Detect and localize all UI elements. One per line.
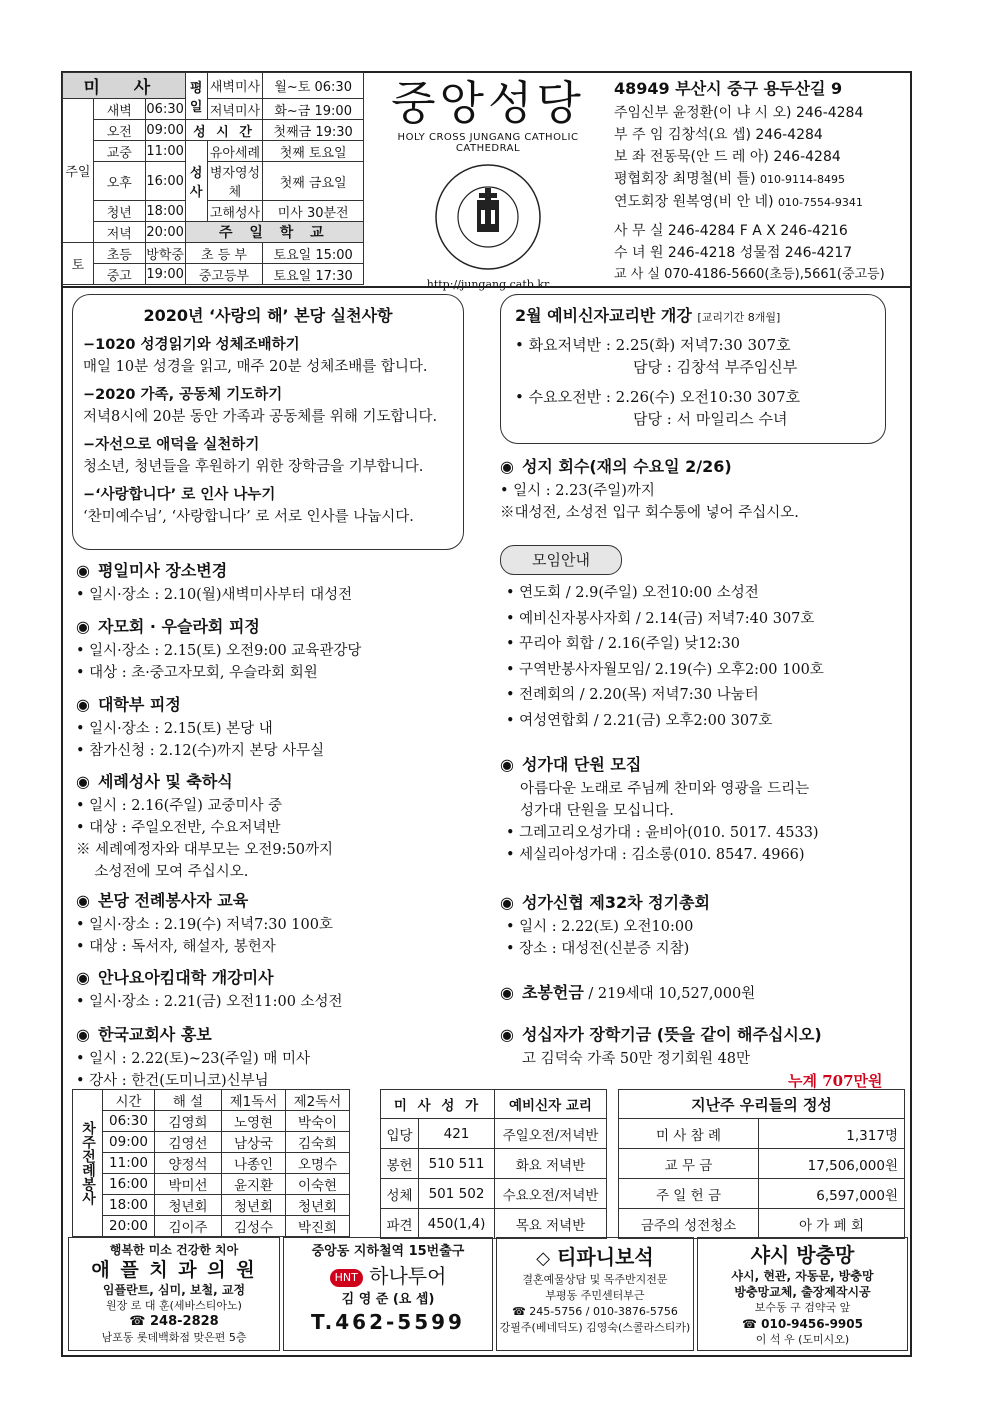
notice-line: • 일시·장소 : 2.15(토) 본당 내 [76,721,273,737]
practice-body: 매일 10분 성경을 읽고, 매주 20분 성체조배를 합니다. [83,359,428,375]
sunday-label: 주일 [63,99,94,243]
notice-line: • 참가신청 : 2.12(수)까지 본당 사무실 [76,743,325,759]
notice-section [76,558,486,606]
table-row: 18:00 청년회 청년회 청년회 [73,1195,350,1216]
table-row: 20:00 김이주 김성수 박진희 [73,1216,350,1237]
practice-head: −‘사랑합니다’ 로 인사 나누기 [83,487,276,503]
notice-line: • 일시 : 2.16(주일) 교중미사 중 [76,798,283,814]
table-row: 06:30 김영희 노영현 박숙이 [73,1111,350,1132]
church-url[interactable]: http://jungang.catb.kr [426,278,550,291]
diamond-icon: ◇ [536,1248,551,1269]
meeting-tab: 모임안내 [500,545,622,575]
practice-head: −1020 성경읽기와 성체조배하기 [83,337,300,353]
notice-line: • 대상 : 주일오전반, 수요저녁반 [76,820,281,836]
staff-row: 평협회장 최명철(비 틀) 010-9114-8495 [614,171,845,187]
school-dept-time: 토요일 15:00 [263,243,364,264]
column-header: 제2독서 [286,1090,350,1111]
notice-line: • 일시 : 2.22(토)~23(주일) 매 미사 [76,1051,311,1067]
staff-row: 주임신부 윤정환(이 냐 시 오) 246-4284 [614,105,864,121]
sacrament-label: 성 사 [185,141,207,222]
saturday-mass-name: 중고 [93,264,145,285]
notice-section [76,965,486,1013]
meeting-item: • 예비신자봉사자회 / 2.14(금) 저녁7:40 307호 [506,610,815,627]
saturday-label: 토 [63,243,94,285]
church-title: 중앙성당 [391,76,585,130]
assembly-section [500,890,900,960]
saturday-mass-time: 방학중 [145,243,185,264]
table-row: 봉헌 510 511 화요 저녁반 [381,1149,607,1179]
church-address: 48949 부산시 중구 용두산길 9 [614,79,843,98]
church-header [372,76,604,291]
sunday-mass-name: 오전 [93,120,145,141]
practice-body: 저녁8시에 20분 동안 가족과 공동체를 위해 기도합니다. [83,409,438,425]
sacrament-name: 유아세례 [207,141,263,162]
offering-table [618,1089,905,1239]
notice-title: ◉ 본당 전례봉사자 교육 [76,888,486,911]
sunday-mass-name: 교중 [93,141,145,162]
meeting-item: • 전례회의 / 2.20(목) 저녁7:30 나눔터 [506,687,759,703]
table-row: 교 무 금 17,506,000원 [619,1149,905,1179]
notice-section [76,614,486,684]
church-english-name: HOLY CROSS JUNGANG CATHOLIC CATHEDRAL [397,132,579,154]
holy-hour-label: 성 시 간 [185,120,263,141]
meeting-item: • 꾸리아 회합 / 2.16(주일) 낮12:30 [506,636,740,652]
sacrament-name: 병자영성체 [207,162,263,201]
notice-line: • 그레고리오성가대 : 윤비아(010. 5017. 4533) [506,825,819,841]
notice-section [76,888,486,958]
catechumen-title: 2월 예비신자교리반 개강 [515,306,692,325]
sunday-mass-name: 새벽 [93,99,145,120]
office-phone: 사 무 실 246-4284 F A X 246-4216 [614,223,848,239]
sacrament-name: 고해성사 [207,201,263,222]
ad-hanatour: 중앙동 지하철역 15번출구 HNT 하나투어 김 영 준 (요 셉) T.462-5599 [283,1237,493,1351]
ad-screen: 샤시 방충망 샤시, 현관, 자동문, 방충망 방충망교체, 출장제작시공 보수동 구 검약국 앞 ☎ 010-9456-9905 이 석 우 (도미시오) [697,1237,908,1351]
convent-phone: 수 녀 원 246-4218 성물점 246-4217 [614,245,853,261]
header-divider [62,286,910,288]
notice-title: ◉ 초봉헌금 [500,983,584,1002]
notice-line: • 일시·장소 : 2.15(토) 오전9:00 교육관강당 [76,643,362,659]
notice-line: ※ 세례예정자와 대부모는 오전9:50까지 [76,842,333,858]
catechumen-note: [교리기간 8개월] [697,311,781,324]
meeting-item: • 구역반봉사자월모임/ 2.19(수) 오후2:00 100호 [506,661,824,678]
sunday-school-header: 주 일 학 교 [185,222,363,243]
notice-line: • 대상 : 초·중고자모회, 우슬라회 회원 [76,665,318,681]
catechumen-line: 담당 : 김창석 부주임신부 [633,358,798,376]
practice-head: −2020 가족, 공동체 기도하기 [83,387,283,403]
school-dept-time: 토요일 17:30 [263,264,364,285]
notice-line: • 일시 : 2.23(주일)까지 [500,483,655,499]
notice-line: 성가대 단원을 모십니다. [520,803,674,819]
weekday-label: 평일 [185,73,207,120]
column-header: 예비신자 교리 [495,1090,607,1119]
ad-jewelry: ◇ 티파니보석 결혼예물상담 및 목주반지전문 부평동 주민센터부근 ☎ 245-5756 / 010-3876-5756 강필주(베네딕도) 김영숙(스콜라스티카) [496,1237,694,1351]
table-row: 16:00 박미선 윤지환 이숙현 [73,1174,350,1195]
sunday-mass-time: 11:00 [145,141,185,162]
saturday-mass-name: 초등 [93,243,145,264]
column-header: 해 설 [155,1090,222,1111]
sunday-mass-name: 저녁 [93,222,145,243]
catechumen-line: • 화요저녁반 : 2.25(화) 저녁7:30 307호 [515,336,791,354]
table-row: 성체 501 502 수요오전/저녁반 [381,1179,607,1209]
notice-section [76,692,486,762]
liturgy-service-table [72,1089,350,1237]
school-dept: 중고등부 [185,264,263,285]
meeting-item: • 연도회 / 2.9(주일) 오전10:00 소성전 [506,585,759,601]
firstfruit-amount: / 219세대 10,527,000원 [588,986,756,1002]
notice-line: • 일시 : 2.22(토) 오전10:00 [506,919,694,935]
table-row: 미 사 참 례 1,317명 [619,1119,905,1149]
mass-header: 미 사 [63,73,186,99]
notice-line: • 대상 : 독서자, 해설자, 봉헌자 [76,939,276,955]
table-row: 금주의 성전청소 아 가 페 회 [619,1209,905,1239]
staff-row: 연도회장 원복영(비 안 네) 010-7554-9341 [614,194,863,210]
notice-title: ◉ 세례성사 및 축하식 [76,769,486,792]
hymn-table [380,1089,607,1239]
cross-seal-icon [433,162,543,272]
practice-body: 청소년, 청년들을 후원하기 위한 장학금을 기부합니다. [83,459,424,475]
weekday-evening-time: 화~금 19:00 [263,99,364,120]
notice-title: ◉ 성십자가 장학기금 [500,1025,651,1044]
notice-title: ◉ 자모회 · 우슬라회 피정 [76,614,486,637]
column-header: 시간 [103,1090,155,1111]
weekday-dawn-time: 월~토 06:30 [263,73,364,99]
table-row: 입당 421 주일오전/저녁반 [381,1119,607,1149]
staff-row: 보 좌 전동묵(안 드 레 아) 246-4284 [614,149,841,165]
ad-dental: 행복한 미소 건강한 치아 애 플 치 과 의 원 임플란트, 심미, 보철, 교정 원장 로 대 훈(세바스티아노) ☎ 248-2828 남포동 롯데백화점 맞은편 5층 [68,1237,280,1351]
mass-schedule-table [62,72,364,285]
notice-title: ◉ 평일미사 장소변경 [76,558,486,581]
scholarship-total: 누계 707만원 [788,1072,883,1090]
sunday-mass-time: 06:30 [145,99,185,120]
notice-title: ◉ 성가대 단원 모집 [500,752,900,775]
love-year-title: 2020년 ‘사랑의 해’ 본당 실천사항 [143,306,393,325]
notice-line: 아름다운 노래로 주님께 찬미와 영광을 드리는 [520,781,810,797]
hnt-logo-icon: HNT [330,1269,363,1287]
catechumen-line: • 수요오전반 : 2.26(수) 오전10:30 307호 [515,388,801,406]
notice-title: ◉ 한국교회사 홍보 [76,1022,486,1045]
notice-subtitle: (뜻을 같이 해주십시오) [656,1025,822,1044]
notice-line: • 강사 : 한건(도미니코)신부님 [76,1073,269,1089]
notice-line: 고 김덕숙 가족 50만 정기회원 48만 [522,1051,751,1067]
sunday-mass-time: 20:00 [145,222,185,243]
firstfruit-section [500,980,900,1003]
notice-title: ◉ 안나요아킴대학 개강미사 [76,965,486,988]
notice-line: 소성전에 모여 주십시오. [76,864,249,880]
column-header: 미 사 성 가 [381,1090,495,1119]
weekday-dawn-label: 새벽미사 [207,73,263,99]
notice-line: ※대성전, 소성전 입구 회수통에 넣어 주십시오. [500,505,799,521]
notice-title: ◉ 성지 회수(재의 수요일 2/26) [500,454,900,477]
love-year-box [72,294,464,550]
column-header: 제1독서 [222,1090,286,1111]
sunday-mass-name: 청년 [93,201,145,222]
offering-header: 지난주 우리들의 정성 [619,1090,905,1119]
catechumen-box [500,294,886,444]
saturday-mass-time: 19:00 [145,264,185,285]
table-row: 주 일 헌 금 6,597,000원 [619,1179,905,1209]
liturgy-side-label: 차주전례봉사 [73,1090,103,1237]
staff-row: 부 주 임 김창석(요 셉) 246-4284 [614,127,823,143]
sunday-mass-name: 오후 [93,162,145,201]
notice-line: • 일시·장소 : 2.10(월)새벽미사부터 대성전 [76,587,353,603]
table-row: 09:00 김영선 남상국 김숙희 [73,1132,350,1153]
notice-line: • 세실리아성가대 : 김소롱(010. 8547. 4966) [506,847,805,863]
table-row: 파견 450(1,4) 목요 저녁반 [381,1209,607,1239]
meeting-item: • 여성연합회 / 2.21(금) 오후2:00 307호 [506,712,773,729]
church-logo [433,162,543,272]
practice-head: −자선으로 애덕을 실천하기 [83,437,260,453]
contact-block [614,76,909,286]
sunday-mass-time: 09:00 [145,120,185,141]
school-dept: 초 등 부 [185,243,263,264]
notice-section [76,1022,486,1092]
notice-section [76,769,486,883]
notice-title: ◉ 성가신협 제32차 정기총회 [500,890,900,913]
notice-title: ◉ 대학부 피정 [76,692,486,715]
scholarship-section [500,1022,900,1070]
holy-hour-time: 첫째금 19:30 [263,120,364,141]
notice-line: • 일시·장소 : 2.21(금) 오전11:00 소성전 [76,994,343,1010]
sacrament-time: 첫째 금요일 [263,162,364,201]
sunday-mass-time: 18:00 [145,201,185,222]
meeting-list [506,581,906,734]
sacrament-time: 첫째 토요일 [263,141,364,162]
teacher-phone: 교 사 실 070-4186-5660(초등),5661(중고등) [614,267,885,282]
sacrament-time: 미사 30분전 [263,201,364,222]
notice-line: • 장소 : 대성전(신분증 지참) [506,941,690,957]
pilgrim-section [500,454,900,524]
catechumen-line: 담당 : 서 마일리스 수녀 [633,410,788,428]
notice-line: • 일시·장소 : 2.19(수) 저녁7:30 100호 [76,917,333,933]
sunday-mass-time: 16:00 [145,162,185,201]
practice-body: ‘찬미예수님’, ‘사랑합니다’ 로 서로 인사를 나눕시다. [83,509,414,525]
table-row: 11:00 양정석 나종인 오명수 [73,1153,350,1174]
weekday-evening-label: 저녁미사 [207,99,263,120]
choir-section [500,752,900,866]
